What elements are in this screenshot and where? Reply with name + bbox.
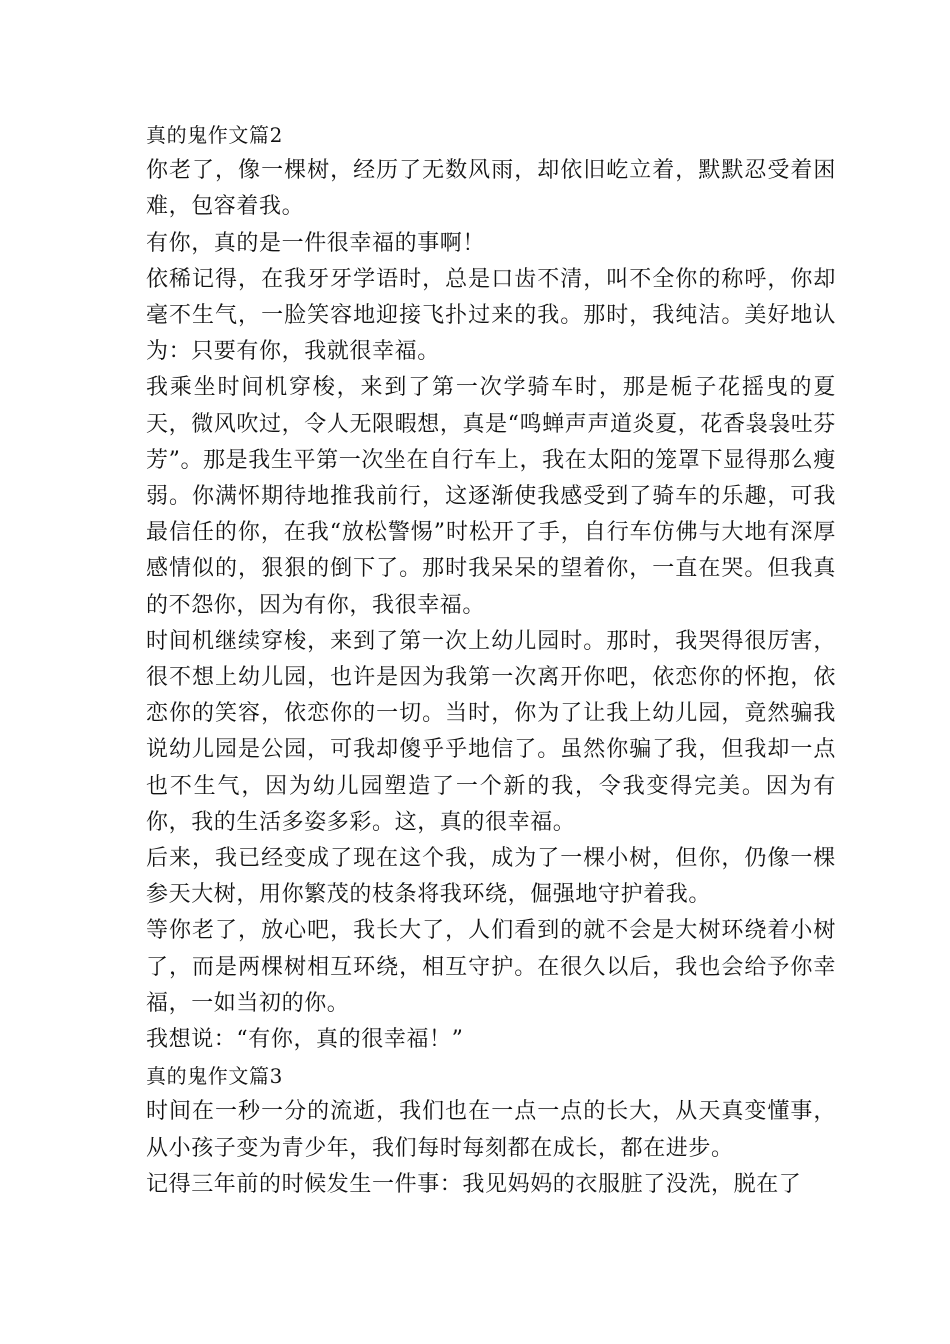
paragraph: 你老了，像一棵树，经历了无数风雨，却依旧屹立着，默默忍受着困难，包容着我。	[146, 158, 836, 220]
paragraph: 时间机继续穿梭，来到了第一次上幼儿园时。那时，我哭得很厉害，很不想上幼儿园，也许是因为我第一次离开你吧，依恋你的怀抱，依恋你的笑容，依恋你的一切。当时，你为了让我上幼儿园，竟然骗我说幼儿园是公园，可我却傻乎乎地信了。虽然你骗了我，但我却一点也不生气，因为幼儿园塑造了一个新的我，令我变得完美。因为有你，我的生活多姿多彩。这，真的很幸福。	[146, 628, 836, 835]
section-heading: 真的鬼作文篇3	[146, 1064, 283, 1089]
paragraph: 等你老了，放心吧，我长大了，人们看到的就不会是大树环绕着小树了，而是两棵树相互环绕，相互守护。在很久以后，我也会给予你幸福，一如当初的你。	[146, 918, 836, 1016]
paragraph: 后来，我已经变成了现在这个我，成为了一棵小树，但你，仍像一棵参天大树，用你繁茂的枝条将我环绕，倔强地守护着我。	[146, 846, 836, 908]
paragraph: 我乘坐时间机穿梭，来到了第一次学骑车时，那是栀子花摇曳的夏天，微风吹过，令人无限暇想，真是“鸣蝉声声道炎夏，花香袅袅吐芬芳”。那是我生平第一次坐在自行车上，我在太阳的笼罩下显得那么瘦弱。你满怀期待地推我前行，这逐渐使我感受到了骑车的乐趣，可我最信任的你，在我“放松警惕”时松开了手，自行车仿佛与大地有深厚感情似的，狠狠的倒下了。那时我呆呆的望着你，一直在哭。但我真的不怨你，因为有你，我很幸福。	[146, 375, 836, 618]
document-body	[146, 117, 836, 1203]
paragraph: 记得三年前的时候发生一件事：我见妈妈的衣服脏了没洗，脱在了	[146, 1171, 802, 1197]
section-heading: 真的鬼作文篇2	[146, 123, 283, 147]
paragraph: 依稀记得，在我牙牙学语时，总是口齿不清，叫不全你的称呼，你却毫不生气，一脸笑容地迎接飞扑过来的我。那时，我纯洁。美好地认为：只要有你，我就很幸福。	[146, 266, 836, 365]
paragraph: 有你，真的是一件很幸福的事啊！	[146, 230, 486, 256]
paragraph: 时间在一秒一分的流逝，我们也在一点一点的长大，从天真变懂事，从小孩子变为青少年，我们每时每刻都在成长，都在进步。	[146, 1099, 836, 1161]
paragraph: 我想说：“有你，真的很幸福！”	[146, 1027, 464, 1053]
